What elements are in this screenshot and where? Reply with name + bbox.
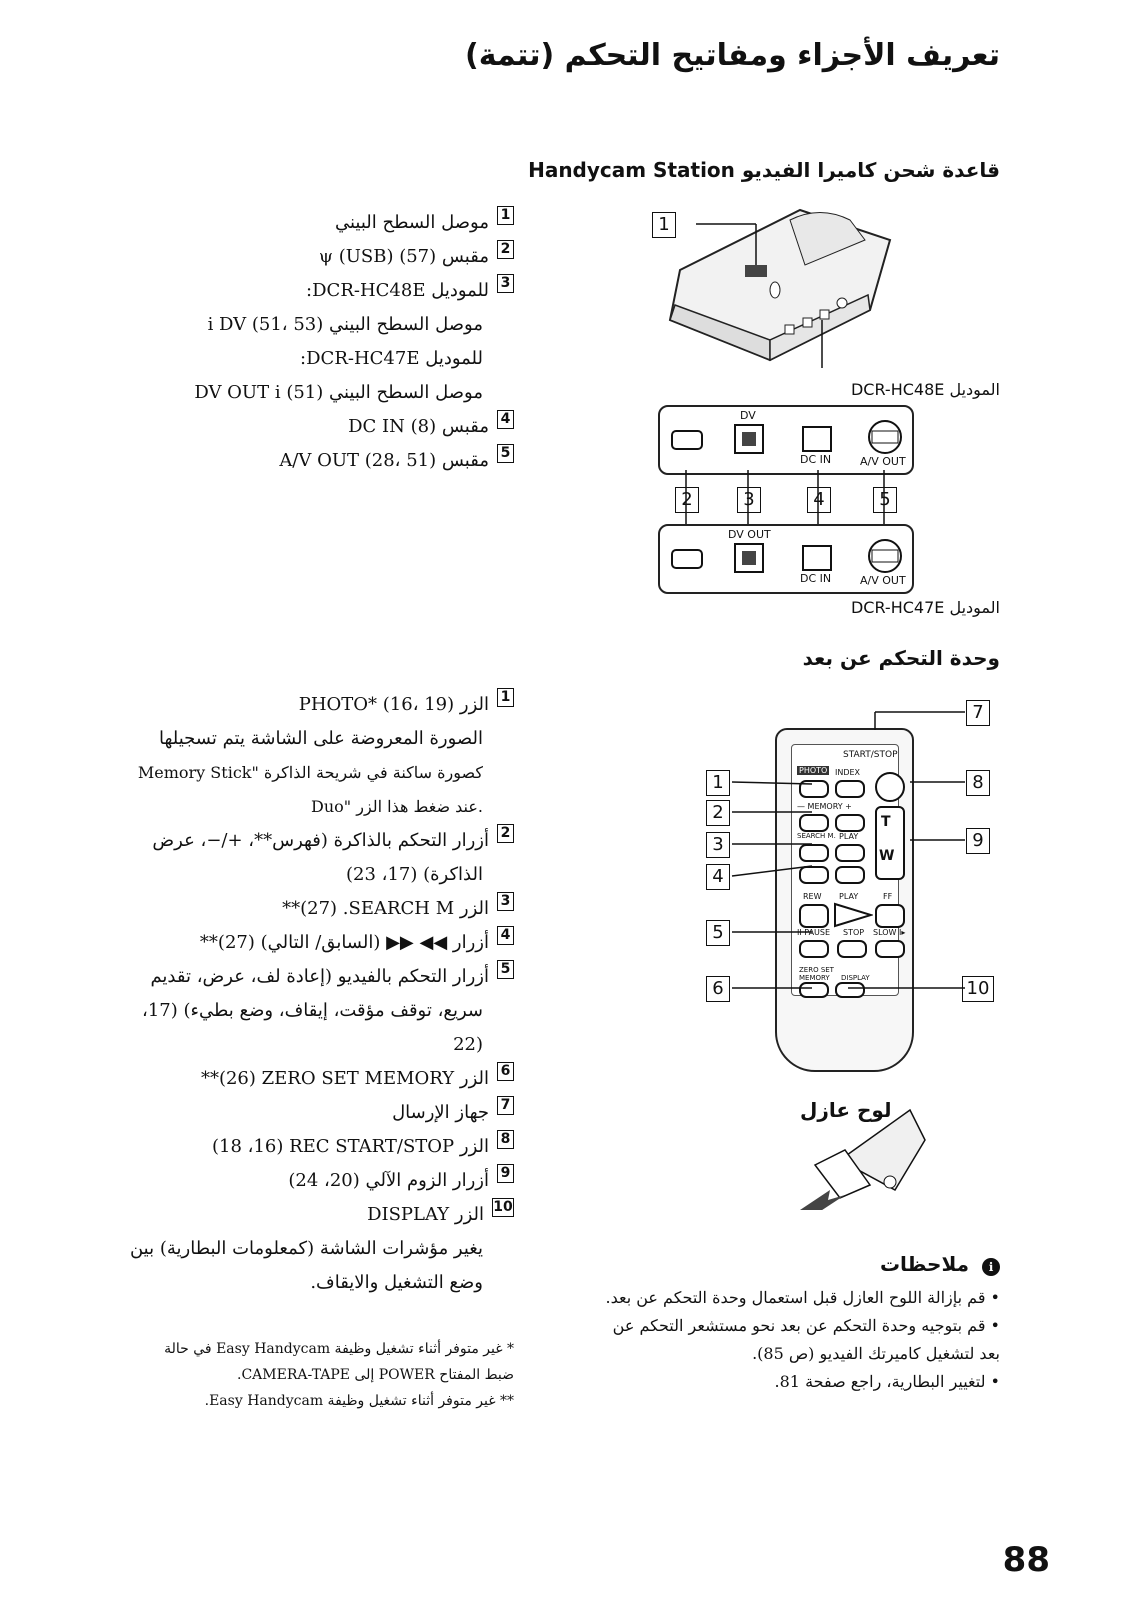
insulation-illustration <box>800 1100 930 1210</box>
zero-set-label: ZERO SET MEMORY <box>799 966 834 982</box>
search-label: SEARCH M. <box>797 832 836 840</box>
list-item: 22) <box>453 1034 483 1055</box>
list-item: موصل السطح البيني DV OUT i (51) <box>194 382 483 403</box>
port-label: DC IN <box>800 572 832 585</box>
zoom-t-label: T <box>881 814 891 830</box>
remote-callout-3: 3 <box>706 832 730 858</box>
start-stop-label: START/STOP <box>843 750 898 760</box>
list-item: • قم بتوجيه وحدة التحكم عن بعد نحو مستشعر التحكم عن بعد لتشغيل كاميرتك الفيديو (ص 85). <box>612 1316 1000 1363</box>
list-item: 7 جهاز الإرسال <box>94 1096 514 1130</box>
page-number: 88 <box>1002 1540 1050 1580</box>
remote-callout-5: 5 <box>706 920 730 946</box>
list-item: 1 موصل السطح البيني <box>134 206 514 240</box>
footnotes <box>94 1336 514 1414</box>
remote-callout-8: 8 <box>966 770 990 796</box>
list-item: وضع التشغيل والايقاف. <box>310 1272 483 1293</box>
list-item: 2 مقبس ψ (USB) (57) <box>134 240 514 274</box>
footnote: ضبط المفتاح POWER إلى CAMERA-TAPE. <box>236 1367 514 1383</box>
list-item: للموديل DCR-HC47E: <box>300 348 483 369</box>
station-illustration <box>650 200 910 370</box>
list-item: 9 أزرار الزوم الآلي (20، 24) <box>94 1164 514 1198</box>
list-item: 4 أزرار ◀◀ ▶▶ (السابق/ التالي) (27)** <box>94 926 514 960</box>
list-item: كصورة ساكنة في شريحة الذاكرة "Memory Stick <box>137 763 483 782</box>
port-panel-47 <box>658 524 914 594</box>
list-item: 5 أزرار التحكم بالفيديو (إعادة لف، عرض، تقديم <box>94 960 514 994</box>
footnote: * غير متوفر أثناء تشغيل وظيفة Easy Handycam في حالة <box>164 1341 514 1357</box>
port-label: A/V OUT <box>860 455 906 468</box>
list-item: الذاكرة) (17، 23) <box>345 864 483 885</box>
notes-icon: ℹ <box>982 1258 1000 1276</box>
list-item: 3 الزر SEARCH M.‏ (27)** <box>94 892 514 926</box>
zoom-w-label: W <box>879 848 895 864</box>
remote-callout-7: 7 <box>966 700 990 726</box>
remote-callout-1: 1 <box>706 770 730 796</box>
footnote: ** غير متوفر أثناء تشغيل وظيفة Easy Handycam. <box>204 1393 514 1409</box>
port-panel-48 <box>658 405 914 475</box>
memory-label: — MEMORY + <box>797 802 852 811</box>
list-item: 1 الزر PHOTO* (16، 19) <box>94 688 514 722</box>
station-list <box>134 206 514 478</box>
display-label: DISPLAY <box>841 974 870 982</box>
model-47-label: الموديل DCR-HC47E <box>850 598 1000 617</box>
remote-callout-10: 10 <box>962 976 994 1002</box>
photo-label: PHOTO <box>799 766 828 775</box>
list-item: سريع، توقف مؤقت، إيقاف، وضع بطيء) (17، <box>142 1000 483 1021</box>
slow-label: SLOW I▸ <box>873 928 906 937</box>
remote-heading: وحدة التحكم عن بعد <box>802 646 1000 670</box>
list-item: 10 الزر DISPLAY <box>367 1199 513 1225</box>
list-item: الصورة المعروضة على الشاشة يتم تسجيلها <box>159 728 483 749</box>
list-item: 3 للموديل DCR-HC48E: <box>134 274 514 308</box>
notes-list <box>600 1284 1000 1396</box>
play-label: PLAY <box>839 832 859 841</box>
list-item: 6 الزر ZERO SET MEMORY‏ (26)** <box>94 1062 514 1096</box>
remote-callout-9: 9 <box>966 828 990 854</box>
model-48-label: الموديل DCR-HC48E <box>850 380 1000 399</box>
rew-label: REW <box>803 892 822 901</box>
station-callout-1: 1 <box>652 212 676 238</box>
station-callout-3: 3 <box>737 487 761 513</box>
remote-callout-2: 2 <box>706 800 730 826</box>
station-callout-4: 4 <box>807 487 831 513</box>
page-header: تعريف الأجزاء ومفاتيح التحكم (تتمة) <box>465 38 1000 73</box>
port-label: A/V OUT <box>860 574 906 587</box>
remote-callout-lines <box>730 700 1000 1000</box>
station-callout-5: 5 <box>873 487 897 513</box>
remote-callout-6: 6 <box>706 976 730 1002</box>
list-item: Duo" عند ضغط هذا الزر. <box>311 797 483 816</box>
list-item: 2 أزرار التحكم بالذاكرة (فهرس**، +/−، عرض <box>94 824 514 858</box>
list-item: 4 مقبس DC IN (8) <box>134 410 514 444</box>
notes-heading: ℹ ملاحظات <box>880 1252 1000 1276</box>
list-item: • قم بإزالة اللوح العازل قبل استعمال وحدة التحكم عن بعد. <box>605 1288 1000 1307</box>
port-label: DV OUT <box>728 528 771 541</box>
insulation-label: لوح عازل <box>800 1098 892 1122</box>
station-heading: قاعدة شحن كاميرا الفيديو Handycam Station <box>528 158 1000 182</box>
index-label: INDEX <box>835 768 861 777</box>
ff-label: FF <box>883 892 893 901</box>
list-item: • لتغيير البطارية، راجع صفحة 81. <box>774 1372 1000 1391</box>
stop-label: STOP <box>843 928 865 937</box>
list-item: 5 مقبس A/V OUT (28، 51) <box>134 444 514 478</box>
remote-callout-4: 4 <box>706 864 730 890</box>
pause-label: II PAUSE <box>797 928 831 937</box>
play2-label: PLAY <box>839 892 859 901</box>
list-item: 8 الزر REC START/STOP‏ (16، 18) <box>94 1130 514 1164</box>
port-label: DV <box>740 409 756 422</box>
remote-list <box>94 688 514 1300</box>
list-item: موصل السطح البيني i DV (51، 53) <box>207 314 483 335</box>
list-item: يغير مؤشرات الشاشة (كمعلومات البطارية) بين <box>129 1238 483 1259</box>
station-callout-2: 2 <box>675 487 699 513</box>
port-label: DC IN <box>800 453 832 466</box>
